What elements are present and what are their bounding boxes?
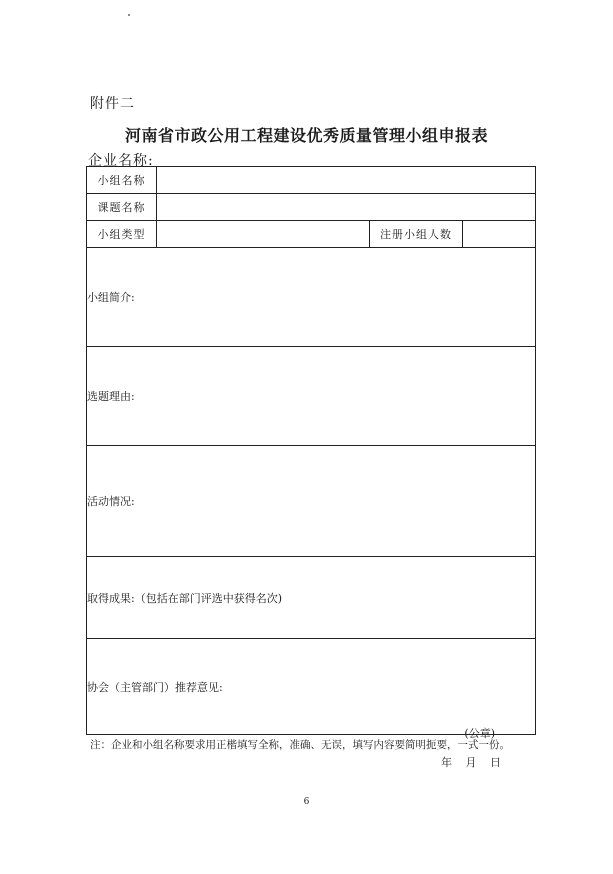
topic-name-label: 课题名称 xyxy=(87,194,157,221)
form-title: 河南省市政公用工程建设优秀质量管理小组申报表 xyxy=(124,126,488,145)
group-name-label: 小组名称 xyxy=(87,167,157,194)
reason-row xyxy=(87,347,536,446)
intro-row xyxy=(87,248,536,347)
topic-name-row xyxy=(87,194,536,221)
intro-field[interactable] xyxy=(87,248,536,347)
recommendation-row xyxy=(87,639,536,735)
activity-field[interactable] xyxy=(87,446,536,557)
group-name-row xyxy=(87,167,536,194)
recommendation-label: 协会（主管部门）推荐意见: xyxy=(87,680,223,694)
date-text: 年 月 日 xyxy=(441,755,502,769)
group-name-field[interactable] xyxy=(157,167,536,194)
reason-label: 选题理由: xyxy=(87,390,135,403)
intro-label: 小组简介: xyxy=(87,291,135,304)
topic-name-field[interactable] xyxy=(157,194,536,221)
reason-field[interactable] xyxy=(87,347,536,446)
member-count-field[interactable] xyxy=(463,221,536,248)
activity-row xyxy=(87,446,536,557)
company-name-label: 企业名称: xyxy=(88,153,154,169)
scan-speck xyxy=(128,14,130,16)
seal-text: (公章) xyxy=(464,726,496,740)
form-note: 注：企业和小组名称要求用正楷填写全称，准确、无误，填写内容要简明扼要，一式一份。 xyxy=(90,739,510,751)
activity-label: 活动情况: xyxy=(87,495,135,508)
results-label: 取得成果:（包括在部门评选中获得名次) xyxy=(87,591,282,605)
results-field[interactable] xyxy=(87,557,536,639)
group-type-row xyxy=(87,221,536,248)
member-count-label: 注册小组人数 xyxy=(370,221,463,248)
attachment-label: 附件二 xyxy=(90,96,135,112)
group-type-field[interactable] xyxy=(157,221,370,248)
page-number: 6 xyxy=(303,797,310,807)
group-type-label: 小组类型 xyxy=(87,221,157,248)
results-row xyxy=(87,557,536,639)
